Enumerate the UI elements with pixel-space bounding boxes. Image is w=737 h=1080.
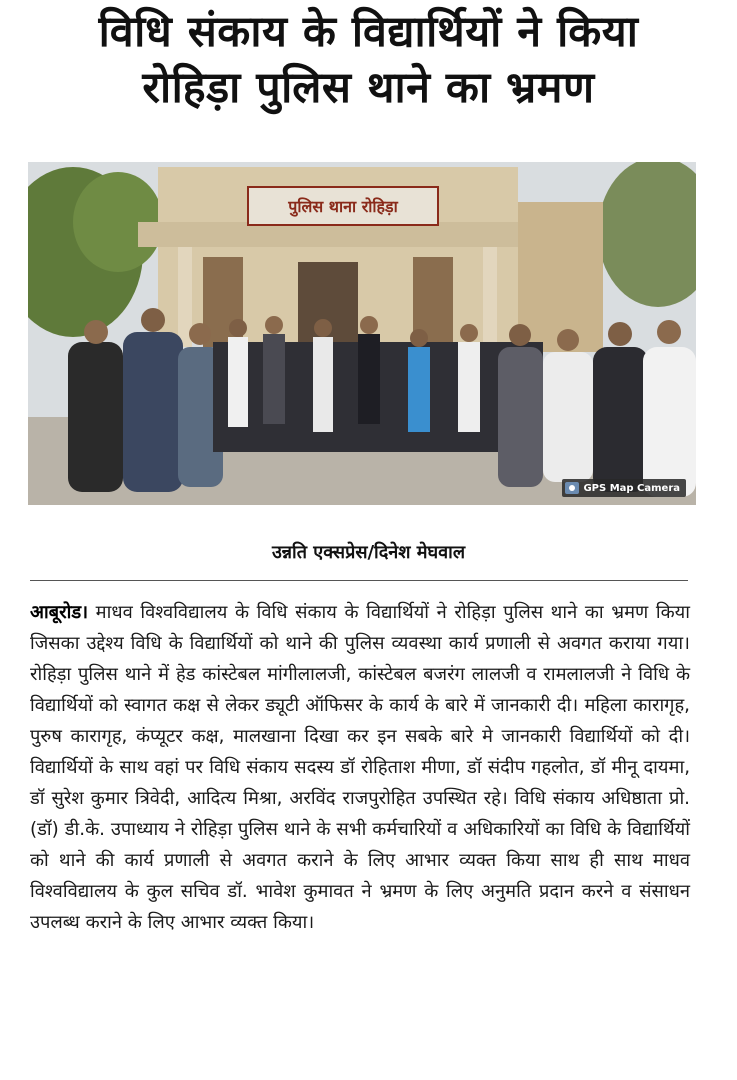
article-text: माधव विश्वविद्यालय के विधि संकाय के विद्यार्थियों ने रोहिड़ा पुलिस थाने का भ्रमण किया जिसका उद्देश्य विधि के विद्यार्थियों को थाने की पुलिस व्यवस्था कार्य प्रणाली से अवगत कराया गया। रोहिड़ा पुलिस थाने में हेड कांस्टेबल मांगीलालजी, कांस्टेबल बजरंग लालजी व रामलालजी ने विधि के विद्यार्थियों को स्वागत कक्ष से लेकर ड्यूटी ऑफिसर के कार्य के बारे में जानकारी दी। महिला कारागृह, पुरुष कारागृह, कंप्यूटर कक्ष, मालखाना दिखा कर इन सबके बारे मे जानकारी विद्यार्थियों को दी। विद्यार्थियों के साथ वहां पर विधि संकाय सदस्य डॉ रोहिताश मीणा, डॉ संदीप गहलोत, डॉ मीनू दायमा, डॉ सुरेश कुमार त्रिवेदी, आदित्य मिश्रा, अरविंद राजपुरोहित उपस्थित रहे। विधि संकाय अधिष्ठाता प्रो.(डॉ) डी.के. उपाध्याय ने रोहिड़ा पुलिस थाने के सभी कर्मचारियों व अधिकारियों का विधि के विद्यार्थियों को थाने की कार्य प्रणाली से अवगत कराने के लिए आभार व्यक्त किया साथ ही साथ माधव विश्वविद्यालय के कुल सचिव डॉ. भावेश कुमावत ने भ्रमण के लिए अनुमति प्रदान करने व संसाधन उपलब्ध कराने के लिए आभार व्यक्त किया। [30, 602, 690, 933]
group-photo [28, 162, 696, 505]
photo-illustration [28, 162, 696, 505]
headline [0, 4, 737, 116]
gps-watermark-text: GPS Map Camera [583, 482, 680, 494]
headline-line-2: रोहिड़ा पुलिस थाने का भ्रमण [142, 63, 595, 113]
article-body [30, 597, 690, 938]
gps-watermark [562, 479, 686, 497]
dateline: आबूरोड। [30, 602, 89, 623]
sign-text: पुलिस थाना रोहिड़ा [288, 197, 398, 216]
headline-line-1: विधि संकाय के विद्यार्थियों ने किया [98, 7, 639, 57]
camera-icon [565, 482, 579, 494]
divider [30, 580, 688, 581]
byline: उन्नति एक्सप्रेस/दिनेश मेघवाल [271, 542, 466, 563]
